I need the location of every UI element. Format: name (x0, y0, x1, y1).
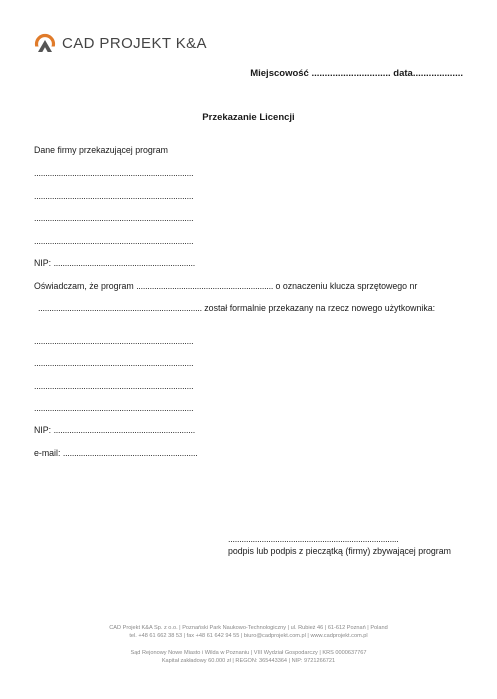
new-user-email-field[interactable]: ............................................................ (62, 448, 198, 458)
nip-label: NIP: (34, 425, 52, 435)
transferring-company-heading: Dane firmy przekazującej program (34, 145, 168, 155)
declaration-transfer-text: został formalnie przekazany na rzecz nowego użytkownika: (204, 303, 436, 313)
new-user-nip-row (34, 425, 195, 435)
hardware-key-field[interactable]: ......................................................................... (38, 303, 202, 313)
footer-address: CAD Projekt K&A Sp. z o.o. | Poznański Park Naukowo-Technologiczny | ul. Rubież 46 | 61-612 Poznań | Poland (109, 625, 388, 631)
new-user-nip-field[interactable]: ............................................................... (53, 425, 195, 435)
declaration-line-2 (38, 303, 435, 313)
new-user-line-3[interactable]: ....................................................................... (34, 381, 194, 391)
cad-projekt-logo-icon (33, 31, 57, 55)
new-user-line-2[interactable]: ....................................................................... (34, 358, 194, 368)
transferring-nip-row (34, 258, 195, 268)
new-user-email-row (34, 448, 198, 458)
transferring-company-line-3[interactable]: ....................................................................... (34, 213, 194, 223)
transferring-company-line-2[interactable]: ....................................................................... (34, 191, 194, 201)
signature-caption: podpis lub podpis z pieczątką (firmy) zbywającej program (228, 546, 451, 556)
email-label: e-mail: (34, 448, 61, 458)
transferring-nip-field[interactable]: ............................................................... (53, 258, 195, 268)
footer-registry: Sąd Rejonowy Nowe Miasto i Wilda w Poznaniu | VIII Wydział Gospodarczy | KRS 0000637767 (130, 650, 367, 656)
place-field[interactable]: .............................. (311, 68, 391, 79)
nip-label: NIP: (34, 258, 52, 268)
new-user-line-1[interactable]: ....................................................................... (34, 336, 194, 346)
declaration-line-1 (34, 281, 417, 291)
new-user-line-4[interactable]: ....................................................................... (34, 403, 194, 413)
place-label: Miejscowość (250, 68, 309, 79)
place-date-line (250, 68, 463, 79)
footer-capital: Kapitał zakładowy 60.000 zł | REGON: 365443364 | NIP: 9721266721 (161, 658, 336, 664)
company-name: CAD PROJEKT K&A (62, 34, 207, 52)
footer-contact: tel. +48 61 662 38 53 | fax +48 61 642 94 55 | biuro@cadprojekt.com.pl | www.cadprojekt.com.pl (129, 633, 368, 639)
company-logo (33, 31, 207, 55)
transferring-company-line-4[interactable]: ....................................................................... (34, 236, 194, 246)
program-name-field[interactable]: ............................................................. (136, 281, 274, 291)
date-field[interactable]: ................... (412, 68, 463, 79)
date-label: data (393, 68, 413, 79)
declaration-start: Oświadczam, że program (34, 281, 134, 291)
signature-field[interactable]: ............................................................................ (228, 534, 399, 544)
declaration-key-text: o oznaczeniu klucza sprzętowego nr (275, 281, 418, 291)
transferring-company-line-1[interactable]: ....................................................................... (34, 168, 194, 178)
document-title: Przekazanie Licencji (202, 112, 295, 123)
